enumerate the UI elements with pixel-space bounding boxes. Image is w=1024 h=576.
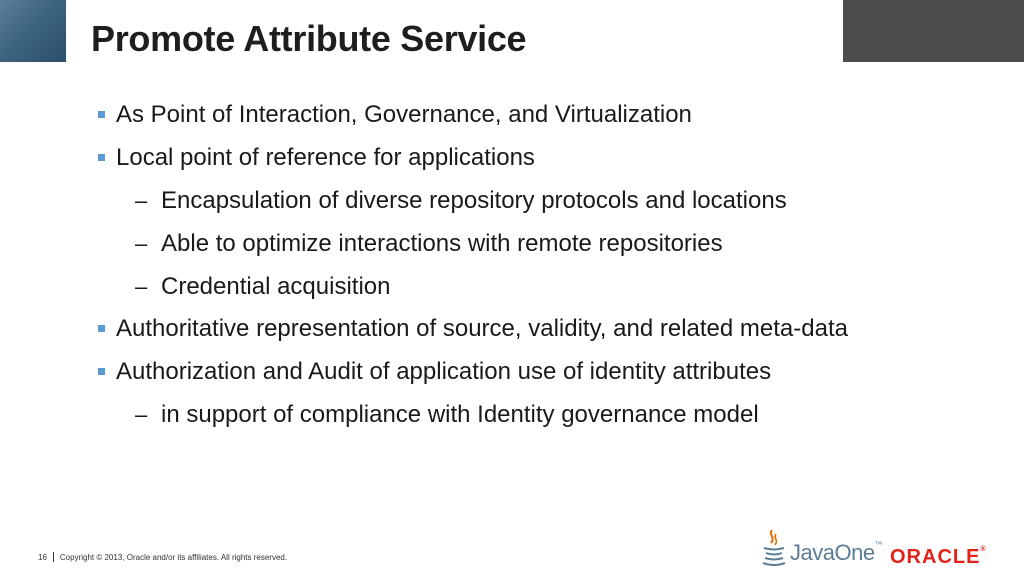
square-bullet-icon [98, 368, 105, 375]
slide-footer [38, 552, 287, 562]
square-bullet-icon [98, 154, 105, 161]
bullet-text: Encapsulation of diverse repository protocols and locations [161, 187, 787, 214]
bullet-text: Able to optimize interactions with remote repositories [161, 230, 723, 257]
bullet-text: Authoritative representation of source, validity, and related meta-data [116, 315, 848, 342]
bullet-item [98, 100, 692, 130]
bullet-text: Local point of reference for applications [116, 144, 535, 171]
javaone-logo [760, 528, 883, 568]
footer-divider [53, 552, 54, 562]
dash-bullet-icon: – [135, 402, 148, 427]
sub-bullet-item [135, 272, 390, 302]
dash-bullet-icon: – [135, 231, 148, 256]
bullet-text: in support of compliance with Identity governance model [161, 401, 759, 428]
dash-bullet-icon: – [135, 188, 148, 213]
page-number: 16 [38, 553, 47, 562]
square-bullet-icon [98, 111, 105, 118]
dash-bullet-icon: – [135, 274, 148, 299]
square-bullet-icon [98, 325, 105, 332]
bullet-text: Credential acquisition [161, 273, 391, 300]
sub-bullet-item [135, 400, 759, 430]
bullet-item [98, 357, 771, 387]
java-cup-icon [760, 528, 788, 568]
bullet-text: Authorization and Audit of application use of identity attributes [116, 358, 772, 385]
bullet-text: As Point of Interaction, Governance, and Virtualization [116, 101, 692, 128]
oracle-logo: ORACLE® [890, 546, 987, 568]
sub-bullet-item [135, 229, 723, 259]
sub-bullet-item [135, 186, 787, 216]
javaone-wordmark: JavaOne™ [790, 540, 883, 565]
bullet-item [98, 314, 848, 344]
copyright-text: Copyright © 2013, Oracle and/or its affiliates. All rights reserved. [59, 553, 288, 562]
slide-title: Promote Attribute Service [91, 18, 527, 59]
bullet-item [98, 143, 535, 173]
